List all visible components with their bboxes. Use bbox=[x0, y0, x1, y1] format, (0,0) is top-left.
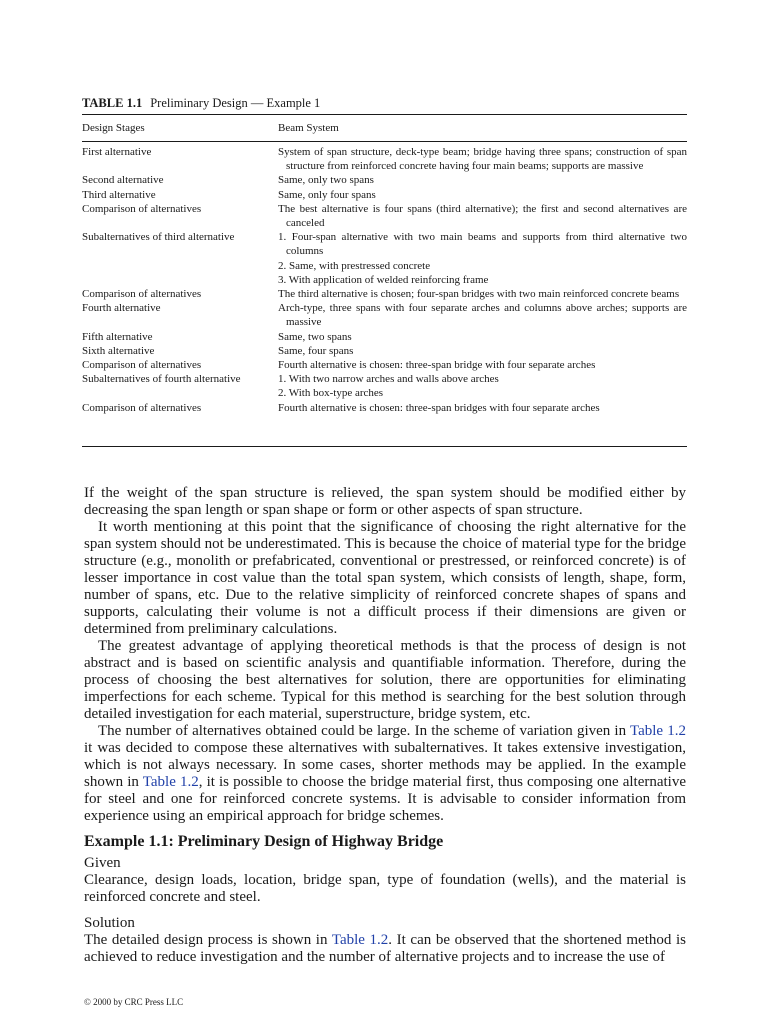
table-1-2-link[interactable]: Table 1.2 bbox=[629, 723, 686, 739]
beam-system-cell bbox=[278, 372, 687, 400]
solution-label: Solution bbox=[84, 915, 135, 931]
table-label: TABLE 1.1 bbox=[82, 96, 143, 110]
beam-system-cell bbox=[278, 202, 687, 230]
table-row bbox=[82, 358, 687, 372]
paragraph-2: It worth mentioning at this point that the significance of choosing the right alternative for the span system should not be underestimated. This is because the choice of material type for the bridge structure (e.g., monolith or prefabricated, conventional or prestressed, or reinforced concrete) is of lesser importance in cost value than the total span system, which consists of length, shape, form, number of spans, etc. Due to the relative simplicity of reinforced concrete shapes of spans and supports, calculating their volume is not a difficult process if their dimensions are given or determined from preliminary calculations. bbox=[84, 519, 686, 637]
table-row bbox=[82, 145, 687, 173]
beam-system-entry: 1. With two narrow arches and walls above arches bbox=[278, 373, 499, 386]
table-row bbox=[82, 230, 687, 287]
beam-system-cell bbox=[278, 230, 687, 287]
table-caption bbox=[82, 96, 320, 111]
design-stage-cell: Fifth alternative bbox=[82, 330, 153, 343]
design-stage-cell: First alternative bbox=[82, 146, 152, 158]
beam-system-cell bbox=[278, 188, 687, 202]
table-bottom-rule bbox=[82, 446, 687, 447]
table-top-rule bbox=[82, 114, 687, 115]
table-row bbox=[82, 372, 687, 400]
given-text: Clearance, design loads, location, bridge span, type of foundation (wells), and the material is reinforced concrete and steel. bbox=[84, 872, 686, 905]
beam-system-entry: 2. Same, with prestressed concrete bbox=[278, 259, 431, 272]
table-row bbox=[82, 188, 687, 202]
table-row bbox=[82, 287, 687, 301]
table-1-2-link[interactable]: Table 1.2 bbox=[331, 932, 389, 948]
table-row bbox=[82, 301, 687, 329]
beam-system-cell bbox=[278, 301, 687, 329]
solution-section bbox=[84, 915, 686, 966]
design-stage-cell: Fourth alternative bbox=[82, 302, 161, 315]
design-stage-cell: Second alternative bbox=[82, 174, 164, 187]
beam-system-entry: Arch-type, three spans with four separate arches and columns above arches; supports are massive bbox=[278, 302, 687, 329]
beam-system-cell bbox=[278, 401, 687, 415]
table-body bbox=[82, 145, 687, 415]
table-row bbox=[82, 344, 687, 358]
paragraph-4: The number of alternatives obtained could be large. In the scheme of variation given in Table 1.2 it was decided to compose these alternatives with subalternatives. It takes extensive investigation, which is not always necessary. In some cases, shorter methods may be applied. In the example shown in Table 1.2, it is possible to choose the bridge material first, thus composing one alternative for steel and one for reinforced concrete systems. It is advisable to consider information from experience using an empirical approach for bridge schemes. bbox=[84, 723, 686, 824]
design-stage-cell: Subalternatives of fourth alternative bbox=[82, 373, 241, 386]
body-text bbox=[84, 485, 686, 825]
design-stage-cell: Sixth alternative bbox=[82, 344, 155, 357]
design-stage-cell: Comparison of alternatives bbox=[82, 288, 202, 301]
beam-system-cell bbox=[278, 330, 687, 344]
beam-system-entry: Fourth alternative is chosen: three-span bridges with four separate arches bbox=[278, 401, 600, 414]
table-1-2-link[interactable]: Table 1.2 bbox=[142, 774, 199, 790]
table-title: Preliminary Design — Example 1 bbox=[150, 96, 321, 110]
given-section bbox=[84, 855, 686, 906]
beam-system-entry: Fourth alternative is chosen: three-span bridge with four separate arches bbox=[278, 359, 596, 372]
given-label: Given bbox=[84, 855, 121, 871]
beam-system-cell bbox=[278, 358, 687, 372]
beam-system-entry: The third alternative is chosen; four-span bridges with two main reinforced concrete beams bbox=[278, 288, 680, 301]
example-heading: Example 1.1: Preliminary Design of Highway Bridge bbox=[84, 833, 444, 850]
solution-text: The detailed design process is shown in Table 1.2. It can be observed that the shortened method is achieved to reduce investigation and the number of alternative projects and to increase the use of bbox=[84, 932, 686, 965]
copyright-footer: © 2000 by CRC Press LLC bbox=[84, 997, 184, 1007]
paragraph-1: If the weight of the span structure is relieved, the span system should be modified either by decreasing the span length or span shape or form or other aspects of span structure. bbox=[84, 485, 686, 518]
beam-system-entry: 1. Four-span alternative with two main beams and supports from third alternative two columns bbox=[278, 231, 687, 258]
beam-system-entry: Same, only four spans bbox=[278, 188, 376, 201]
beam-system-entry: 2. With box-type arches bbox=[278, 387, 384, 400]
beam-system-entry: Same, four spans bbox=[278, 344, 354, 357]
design-stage-cell: Comparison of alternatives bbox=[82, 359, 202, 372]
beam-system-cell bbox=[278, 173, 687, 187]
table-header bbox=[82, 121, 687, 135]
beam-system-cell bbox=[278, 145, 687, 173]
table-row bbox=[82, 330, 687, 344]
beam-system-entry: Same, only two spans bbox=[278, 174, 374, 187]
table-row bbox=[82, 401, 687, 415]
column-header-beam-system: Beam System bbox=[278, 122, 339, 134]
beam-system-entry: 3. With application of welded reinforcing frame bbox=[278, 273, 489, 286]
design-stage-cell: Third alternative bbox=[82, 188, 156, 201]
design-stage-cell: Comparison of alternatives bbox=[82, 401, 202, 414]
design-stage-cell: Comparison of alternatives bbox=[82, 202, 202, 215]
beam-system-entry: System of span structure, deck-type beam; bridge having three spans; construction of span structure from reinforced concrete having four main beams; supports are massive bbox=[278, 146, 687, 173]
design-stage-cell: Subalternatives of third alternative bbox=[82, 231, 235, 244]
beam-system-entry: Same, two spans bbox=[278, 330, 352, 343]
beam-system-entry: The best alternative is four spans (third alternative); the first and second alternatives are canceled bbox=[278, 202, 687, 230]
beam-system-cell bbox=[278, 287, 687, 301]
table-row bbox=[82, 202, 687, 230]
beam-system-cell bbox=[278, 344, 687, 358]
table-row bbox=[82, 173, 687, 187]
table-header-rule bbox=[82, 141, 687, 142]
column-header-design-stages: Design Stages bbox=[82, 122, 145, 134]
paragraph-3: The greatest advantage of applying theoretical methods is that the process of design is not abstract and is based on scientific analysis and quantifiable information. Therefore, during the process of choosing the best alternatives for solution, there are opportunities for eliminating imperfections for each scheme. Typical for this method is searching for the best solution through detailed investigation for each material, superstructure, bridge system, etc. bbox=[84, 638, 686, 722]
